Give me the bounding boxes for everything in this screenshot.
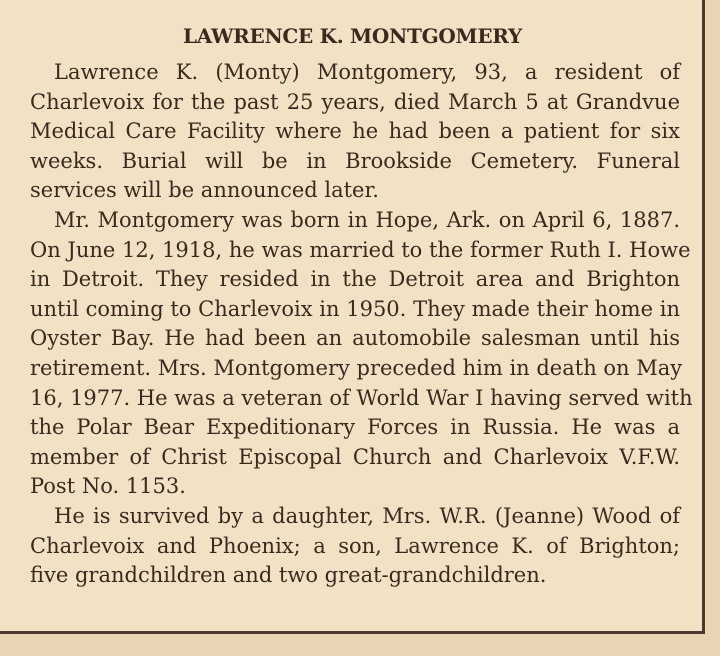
- text-line: five grandchildren and two great-grandchildren.: [30, 563, 547, 588]
- text-line: member of Christ Episcopal Church and Charlevoix V.F.W.: [30, 444, 680, 469]
- text-line: Lawrence K. (Monty) Montgomery, 93, a resident of: [54, 60, 680, 84]
- text-line: weeks. Burial will be in Brookside Cemetery. Funeral: [30, 148, 680, 173]
- page-margin-right: [705, 0, 720, 656]
- text-line: Charlevoix and Phoenix; a son, Lawrence K. of Brighton;: [30, 533, 680, 558]
- text-line: Charlevoix for the past 25 years, died March 5 at Grandvue: [30, 89, 680, 114]
- text-line: On June 12, 1918, he was married to the former Ruth I. Howe: [30, 237, 691, 262]
- text-line: Oyster Bay. He had been an automobile salesman until his: [30, 326, 680, 351]
- text-line: services will be announced later.: [30, 178, 379, 203]
- obituary-title: LAWRENCE K. MONTGOMERY: [183, 24, 522, 48]
- text-line: in Detroit. They resided in the Detroit area and Brighton: [30, 267, 680, 292]
- text-line: 16, 1977. He was a veteran of World War I having served with: [30, 385, 693, 410]
- page-margin-bottom: [0, 634, 720, 656]
- obituary-body: [30, 58, 693, 591]
- text-line: the Polar Bear Expeditionary Forces in Russia. He was a: [30, 415, 680, 440]
- text-line: Medical Care Facility where he had been a patient for six: [30, 119, 680, 144]
- text-line: He is survived by a daughter, Mrs. W.R. (Jeanne) Wood of: [54, 503, 680, 528]
- text-line: Mr. Montgomery was born in Hope, Ark. on April 6, 1887.: [54, 207, 680, 232]
- text-line: until coming to Charlevoix in 1950. They made their home in: [30, 296, 680, 321]
- text-line: Post No. 1153.: [30, 474, 186, 499]
- text-line: retirement. Mrs. Montgomery preceded him in death on May: [30, 355, 683, 380]
